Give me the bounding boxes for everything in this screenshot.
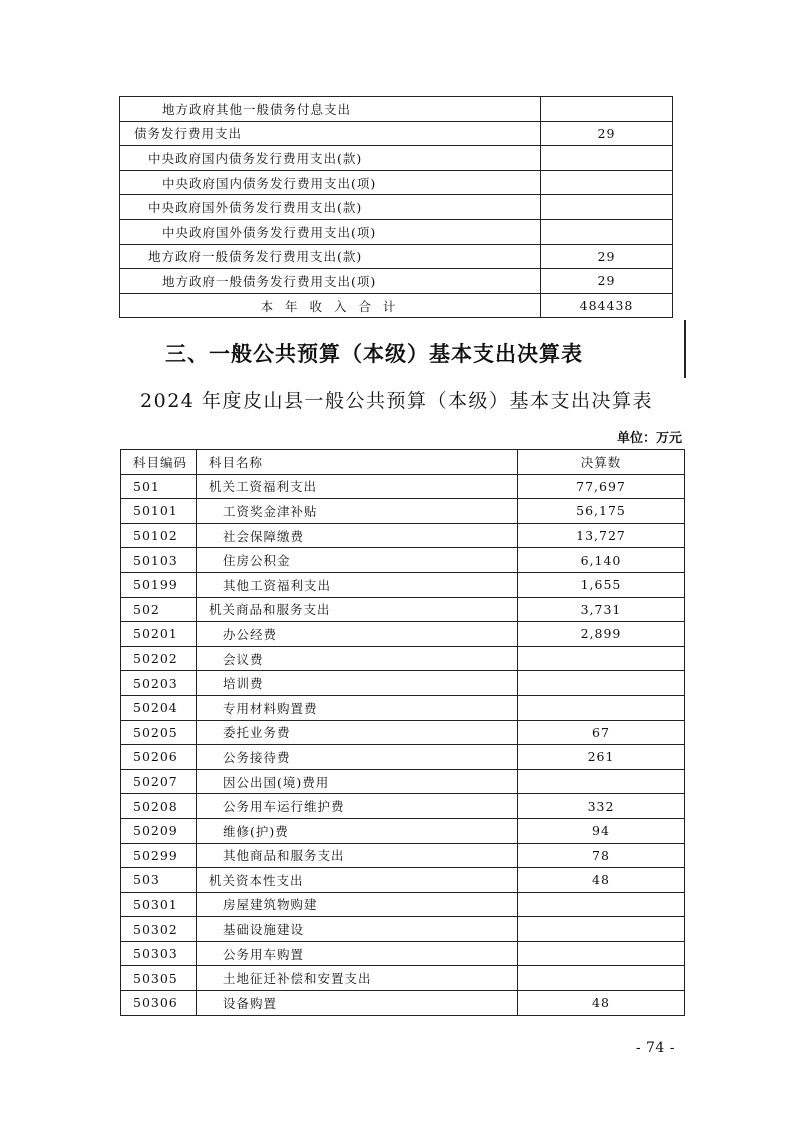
table-row [121,769,685,794]
row-amount: 67 [518,720,685,745]
row-amount: 13,727 [518,523,685,548]
row-name: 公务用车运行维护费 [197,794,518,819]
table-title: 2024 年度皮山县一般公共预算（本级）基本支出决算表 [140,390,653,412]
row-amount [518,941,685,966]
table-row [121,646,685,671]
table-header-row [121,450,685,475]
row-amount: 261 [518,745,685,770]
total-value: 484438 [541,293,673,318]
row-code: 50306 [121,991,197,1016]
table-row [121,572,685,597]
table-row [121,671,685,696]
table-row [121,818,685,843]
table-row [120,146,673,171]
section-heading: 三、一般公共预算（本级）基本支出决算表 [165,342,583,366]
table-row [121,499,685,524]
row-label: 地方政府一般债务发行费用支出(项) [120,269,541,294]
row-label: 债务发行费用支出 [120,121,541,146]
row-name: 土地征迁补偿和安置支出 [197,966,518,991]
row-amount [518,671,685,696]
table-row [121,720,685,745]
row-amount: 332 [518,794,685,819]
row-name: 其他商品和服务支出 [197,843,518,868]
page-number: - 74 - [635,1040,675,1056]
row-amount: 3,731 [518,597,685,622]
table-row [120,219,673,244]
row-name: 住房公积金 [197,548,518,573]
row-amount [518,917,685,942]
row-label: 地方政府其他一般债务付息支出 [120,97,541,122]
row-code: 50103 [121,548,197,573]
row-code: 50299 [121,843,197,868]
row-code: 50102 [121,523,197,548]
row-code: 50208 [121,794,197,819]
row-code: 50206 [121,745,197,770]
row-code: 50202 [121,646,197,671]
table-row [120,170,673,195]
row-code: 501 [121,474,197,499]
row-name: 基础设施建设 [197,917,518,942]
unit-label: 单位：万元 [616,431,682,446]
row-amount [518,892,685,917]
row-value [541,97,673,122]
margin-rule [684,320,686,378]
row-name: 设备购置 [197,991,518,1016]
row-amount [518,646,685,671]
row-value: 29 [541,121,673,146]
table-row [121,597,685,622]
row-label: 中央政府国内债务发行费用支出(项) [120,170,541,195]
row-value [541,219,673,244]
table-row [121,622,685,647]
budget-continuation-table [119,96,673,318]
row-value [541,195,673,220]
header-name: 科目名称 [197,450,518,475]
row-value [541,146,673,171]
table-row [120,244,673,269]
row-label: 中央政府国外债务发行费用支出(款) [120,195,541,220]
row-name: 其他工资福利支出 [197,572,518,597]
row-name: 维修(护)费 [197,818,518,843]
row-amount: 48 [518,991,685,1016]
row-name: 机关商品和服务支出 [197,597,518,622]
table-row [121,745,685,770]
row-name: 公务接待费 [197,745,518,770]
row-name: 社会保障缴费 [197,523,518,548]
row-amount: 77,697 [518,474,685,499]
header-amount: 决算数 [518,450,685,475]
table-row [121,843,685,868]
row-code: 50209 [121,818,197,843]
table-row [120,97,673,122]
basic-expenditure-table [120,449,685,1016]
table-row [121,523,685,548]
row-code: 50203 [121,671,197,696]
row-value [541,170,673,195]
row-code: 50201 [121,622,197,647]
row-name: 委托业务费 [197,720,518,745]
row-amount: 78 [518,843,685,868]
row-code: 50301 [121,892,197,917]
row-label: 中央政府国内债务发行费用支出(款) [120,146,541,171]
table-row [121,868,685,893]
row-code: 50305 [121,966,197,991]
row-code: 503 [121,868,197,893]
row-name: 机关工资福利支出 [197,474,518,499]
row-name: 机关资本性支出 [197,868,518,893]
row-code: 50207 [121,769,197,794]
row-amount: 6,140 [518,548,685,573]
header-code: 科目编码 [121,450,197,475]
row-amount: 48 [518,868,685,893]
table-row [121,695,685,720]
table-row [120,269,673,294]
row-name: 专用材料购置费 [197,695,518,720]
row-name: 因公出国(境)费用 [197,769,518,794]
row-code: 50205 [121,720,197,745]
row-amount [518,695,685,720]
table-row [121,548,685,573]
row-name: 公务用车购置 [197,941,518,966]
table-row [121,917,685,942]
table-row [121,794,685,819]
row-code: 50204 [121,695,197,720]
table-row [121,892,685,917]
table-row [121,966,685,991]
row-name: 工资奖金津补贴 [197,499,518,524]
row-code: 50302 [121,917,197,942]
row-amount: 56,175 [518,499,685,524]
table-row [120,195,673,220]
row-amount: 2,899 [518,622,685,647]
row-code: 50199 [121,572,197,597]
row-label: 中央政府国外债务发行费用支出(项) [120,219,541,244]
row-amount: 1,655 [518,572,685,597]
table-row [121,941,685,966]
table-row [121,991,685,1016]
table-row [121,474,685,499]
row-label: 地方政府一般债务发行费用支出(款) [120,244,541,269]
row-amount [518,769,685,794]
row-name: 办公经费 [197,622,518,647]
row-code: 502 [121,597,197,622]
total-label: 本 年 收 入 合 计 [120,293,541,318]
table-row [120,121,673,146]
row-name: 会议费 [197,646,518,671]
row-code: 50101 [121,499,197,524]
row-code: 50303 [121,941,197,966]
row-amount [518,966,685,991]
row-name: 房屋建筑物购建 [197,892,518,917]
row-value: 29 [541,244,673,269]
row-name: 培训费 [197,671,518,696]
table-total-row [120,293,673,318]
row-value: 29 [541,269,673,294]
row-amount: 94 [518,818,685,843]
